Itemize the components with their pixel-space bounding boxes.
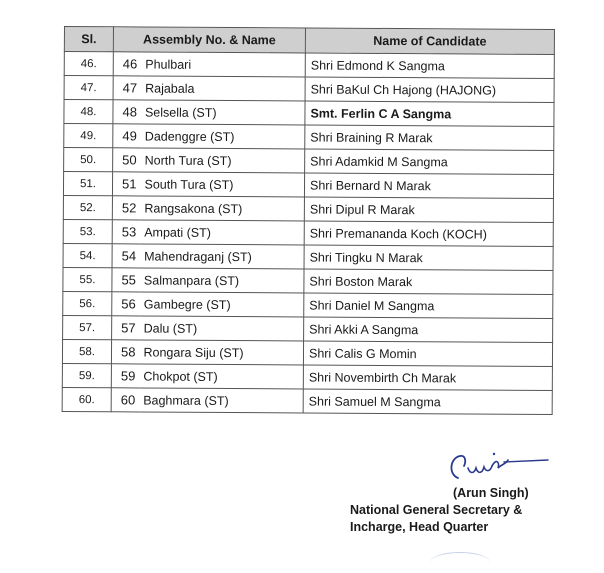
- row-sl: 50.: [64, 148, 113, 172]
- row-assembly-name: Chokpot (ST): [139, 364, 303, 389]
- row-sl: 56.: [63, 291, 112, 315]
- row-candidate: Shri BaKul Ch Hajong (HAJONG): [305, 77, 554, 103]
- row-assembly-name: Rongara Siju (ST): [139, 340, 303, 365]
- table-row: [63, 195, 553, 222]
- handwritten-signature-icon: [444, 448, 554, 488]
- table-row: [62, 363, 552, 390]
- table-row: [62, 339, 552, 366]
- row-sl: 46.: [64, 52, 113, 76]
- row-assembly-name: Gambegre (ST): [140, 292, 304, 317]
- row-assembly-no: 60: [111, 388, 139, 412]
- header-assembly: Assembly No. & Name: [113, 27, 305, 53]
- row-sl: 59.: [62, 363, 111, 387]
- stamp-edge: [430, 552, 490, 573]
- row-assembly-name: Rangsakona (ST): [140, 196, 304, 221]
- row-assembly-no: 52: [112, 196, 140, 220]
- table-row: [64, 76, 554, 103]
- row-assembly-name: Ampati (ST): [140, 220, 304, 245]
- row-candidate: Shri Dipul R Marak: [304, 197, 553, 223]
- row-assembly-no: 54: [112, 244, 140, 268]
- row-assembly-name: South Tura (ST): [140, 172, 304, 197]
- row-assembly-no: 56: [112, 292, 140, 316]
- row-candidate: Shri Premananda Koch (KOCH): [304, 221, 553, 247]
- row-sl: 53.: [63, 219, 112, 243]
- row-candidate: Shri Bernard N Marak: [304, 173, 553, 199]
- table-row: [63, 172, 553, 199]
- row-sl: 52.: [63, 195, 112, 219]
- table-row: [64, 52, 554, 79]
- row-assembly-no: 47: [113, 76, 141, 100]
- table-row: [63, 315, 553, 342]
- row-sl: 51.: [63, 172, 112, 196]
- row-assembly-name: North Tura (ST): [141, 148, 305, 173]
- row-sl: 54.: [63, 243, 112, 267]
- table-row: [64, 124, 554, 151]
- row-assembly-no: 53: [112, 220, 140, 244]
- row-candidate: Shri Edmond K Sangma: [305, 53, 554, 79]
- row-candidate: Shri Daniel M Sangma: [304, 293, 553, 319]
- table-body: [62, 52, 554, 415]
- table-row: [64, 148, 554, 175]
- row-sl: 58.: [62, 339, 111, 363]
- row-assembly-no: 51: [112, 172, 140, 196]
- table-row: [63, 267, 553, 294]
- signatory-name: (Arun Singh): [453, 486, 529, 500]
- row-assembly-no: 46: [113, 52, 141, 76]
- table-row: [62, 387, 552, 414]
- row-assembly-no: 49: [113, 124, 141, 148]
- row-candidate: Shri Tingku N Marak: [304, 245, 553, 271]
- table-row: [64, 100, 554, 127]
- row-candidate: Shri Akki A Sangma: [304, 317, 553, 343]
- row-assembly-no: 58: [111, 340, 139, 364]
- row-assembly-name: Phulbari: [141, 52, 305, 77]
- row-assembly-no: 55: [112, 268, 140, 292]
- header-candidate: Name of Candidate: [305, 28, 554, 55]
- row-sl: 57.: [63, 315, 112, 339]
- signatory-title-line2: Incharge, Head Quarter: [350, 520, 489, 534]
- row-sl: 49.: [64, 124, 113, 148]
- row-assembly-name: Dadenggre (ST): [141, 124, 305, 149]
- row-candidate: Shri Novembirth Ch Marak: [303, 365, 552, 391]
- table-header-row: [64, 27, 554, 55]
- row-sl: 48.: [64, 100, 113, 124]
- signatory-title-line1: National General Secretary &: [350, 503, 523, 517]
- row-sl: 55.: [63, 267, 112, 291]
- row-assembly-no: 59: [111, 364, 139, 388]
- row-assembly-name: Baghmara (ST): [139, 388, 303, 413]
- row-candidate: Shri Samuel M Sangma: [303, 389, 552, 415]
- row-candidate: Shri Braining R Marak: [305, 125, 554, 151]
- table-row: [63, 219, 553, 246]
- row-candidate: Shri Adamkid M Sangma: [305, 149, 554, 175]
- row-assembly-name: Rajabala: [141, 76, 305, 101]
- row-assembly-no: 48: [113, 100, 141, 124]
- row-candidate: Smt. Ferlin C A Sangma: [305, 101, 554, 127]
- row-assembly-name: Salmanpara (ST): [140, 268, 304, 293]
- row-assembly-no: 57: [112, 316, 140, 340]
- candidate-table: [62, 26, 555, 415]
- row-assembly-no: 50: [113, 148, 141, 172]
- row-assembly-name: Selsella (ST): [141, 100, 305, 125]
- row-sl: 47.: [64, 76, 113, 100]
- row-assembly-name: Mahendraganj (ST): [140, 244, 304, 269]
- row-assembly-name: Dalu (ST): [140, 316, 304, 341]
- row-candidate: Shri Boston Marak: [304, 269, 553, 295]
- candidate-table-container: [62, 26, 555, 415]
- signatory-title: [350, 502, 522, 536]
- header-sl: Sl.: [64, 27, 113, 52]
- row-sl: 60.: [62, 387, 111, 411]
- table-row: [63, 243, 553, 270]
- row-candidate: Shri Calis G Momin: [303, 341, 552, 367]
- table-row: [63, 291, 553, 318]
